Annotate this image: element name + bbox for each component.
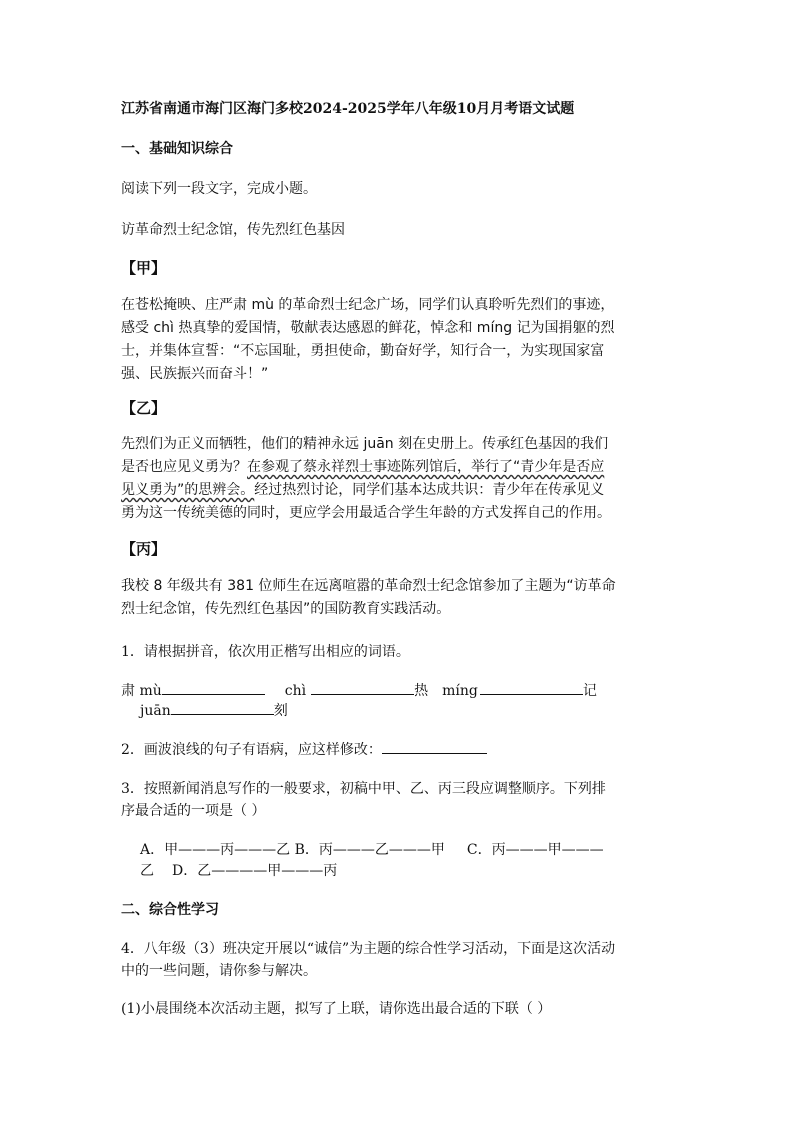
pinyin-prompt: juān: [140, 703, 171, 719]
question-1-blanks-row2: [140, 700, 288, 720]
question-3-stem-line1: 3．按照新闻消息写作的一般要求，初稿中甲、乙、丙三段应调整顺序。下列排: [121, 781, 606, 797]
answer-blank[interactable]: [162, 680, 265, 695]
passage-label-yi: 【乙】: [121, 399, 167, 417]
answer-blank[interactable]: [382, 739, 487, 754]
question-2: [121, 739, 487, 759]
question-4-stem-line1: 4．八年级（3）班决定开展以“诚信”为主题的综合性学习活动，下面是这次活动: [121, 941, 616, 957]
pinyin-suffix: 记: [582, 683, 597, 699]
option-c[interactable]: C．丙———甲———: [466, 842, 604, 858]
question-3-options-row2: [140, 860, 337, 880]
option-a[interactable]: A．甲———丙———乙: [140, 842, 291, 858]
pinyin-prompt: chì: [284, 683, 307, 699]
question-4-sub1: (1)小晨围绕本次活动主题，拟写了上联，请你选出最合适的下联（ ）: [121, 1001, 552, 1017]
option-b[interactable]: B．丙———乙———甲: [294, 842, 445, 858]
pinyin-suffix: 热: [414, 683, 429, 699]
question-3-stem-line2: 序最合适的一项是（ ）: [121, 803, 266, 819]
question-3-options-row1: [140, 839, 604, 859]
passage-subtitle: 访革命烈士纪念馆，传先烈红色基因: [121, 222, 345, 238]
passage-line: [121, 456, 673, 479]
wavy-underlined-sentence: 在参观了蔡永祥烈士事迹陈列馆后，举行了“青少年是否应: [247, 459, 605, 475]
passage-label-jia: 【甲】: [121, 259, 167, 277]
passage-line: 士，并集体宣誓：“不忘国耻，勇担使命，勤奋好学，知行合一，为实现国家富: [121, 343, 605, 359]
section-heading-basic: 一、基础知识综合: [121, 141, 233, 157]
pinyin-prompt: 肃 mù: [121, 683, 162, 699]
passage-bing: [121, 575, 673, 621]
passage-jia: [121, 294, 673, 386]
pinyin-suffix: 刻: [273, 703, 288, 719]
section-heading-comprehensive: 二、综合性学习: [121, 902, 219, 918]
pinyin-prompt: míng: [442, 683, 478, 699]
passage-yi: [121, 433, 673, 525]
wavy-underlined-sentence: 见义勇为”的思辨会。: [121, 482, 255, 498]
passage-line: 烈士纪念馆，传先烈红色基因”的国防教育实践活动。: [121, 601, 451, 617]
page-title: 江苏省南通市海门区海门多校2024-2025学年八年级10月月考语文试题: [121, 101, 575, 117]
option-d[interactable]: D．乙————甲———丙: [172, 863, 338, 879]
passage-text: 是否也应见义勇为？: [121, 459, 247, 475]
passage-line: 在苍松掩映、庄严肃 mù 的革命烈士纪念广场，同学们认真聆听先烈们的事迹，: [121, 297, 615, 313]
question-1-blanks-row1: [121, 680, 597, 700]
answer-blank[interactable]: [311, 680, 414, 695]
passage-line: [121, 479, 673, 502]
question-2-stem: 2．画波浪线的句子有语病，应这样修改：: [121, 742, 382, 758]
answer-blank[interactable]: [480, 680, 583, 695]
passage-line: 感受 chì 热真挚的爱国情，敬献表达感恩的鲜花，悼念和 míng 记为国捐躯的烈: [121, 320, 615, 336]
passage-line: 我校 8 年级共有 381 位师生在远离喧嚣的革命烈士纪念馆参加了主题为“访革命: [121, 578, 616, 594]
question-1-stem: 1．请根据拼音，依次用正楷写出相应的词语。: [121, 644, 410, 660]
option-c-continued[interactable]: 乙: [140, 863, 154, 879]
passage-line: 强、民族振兴而奋斗！”: [121, 366, 269, 382]
passage-line: 先烈们为正义而牺牲，他们的精神永远 juān 刻在史册上。传承红色基因的我们: [121, 436, 609, 452]
passage-line: 勇为这一传统美德的同时，更应学会用最适合学生年龄的方式发挥自己的作用。: [121, 505, 611, 521]
question-4-stem-line2: 中的一些问题，请你参与解决。: [121, 963, 317, 979]
instruction-text: 阅读下列一段文字，完成小题。: [121, 181, 317, 197]
passage-text: 经过热烈讨论，同学们基本达成共识：青少年在传承见义: [254, 482, 605, 498]
answer-blank[interactable]: [171, 700, 274, 715]
passage-label-bing: 【丙】: [121, 540, 167, 558]
